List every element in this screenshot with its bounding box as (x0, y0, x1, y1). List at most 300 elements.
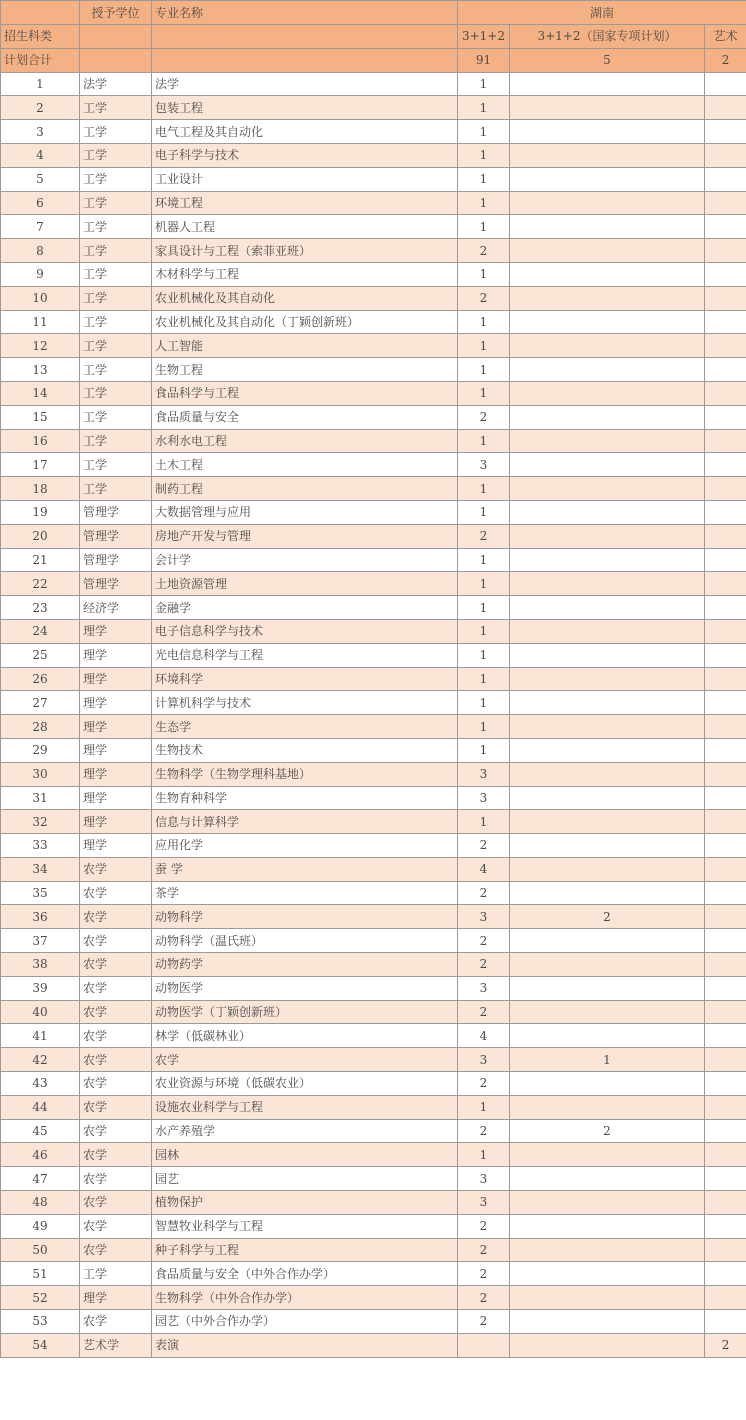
major-name-cell: 人工智能 (152, 334, 458, 358)
major-name-cell: 农业资源与环境（低碳农业） (152, 1072, 458, 1096)
row-index: 27 (1, 691, 80, 715)
quota-art-cell (705, 1095, 746, 1119)
quota-312-cell: 2 (458, 929, 510, 953)
table-row (1, 1310, 746, 1334)
major-name-cell: 计算机科学与技术 (152, 691, 458, 715)
quota-312-cell: 1 (458, 310, 510, 334)
table-row (1, 96, 746, 120)
table-row (1, 167, 746, 191)
major-name-cell: 生物技术 (152, 738, 458, 762)
quota-312-cell: 1 (458, 667, 510, 691)
degree-cell: 理学 (80, 619, 152, 643)
row-index: 16 (1, 429, 80, 453)
header-cell-blank (1, 1, 80, 25)
degree-cell: 法学 (80, 72, 152, 96)
header-col-national-special: 3+1+2（国家专项计划） (510, 25, 705, 49)
quota-national-special-cell (510, 191, 705, 215)
row-index: 32 (1, 810, 80, 834)
quota-art-cell (705, 1000, 746, 1024)
table-row (1, 953, 746, 977)
major-name-cell: 包装工程 (152, 96, 458, 120)
quota-art-cell (705, 810, 746, 834)
quota-art-cell (705, 976, 746, 1000)
quota-312-cell: 1 (458, 96, 510, 120)
major-name-cell: 水利水电工程 (152, 429, 458, 453)
table-row (1, 143, 746, 167)
table-row (1, 405, 746, 429)
major-name-cell: 会计学 (152, 548, 458, 572)
quota-312-cell (458, 1333, 510, 1357)
quota-312-cell: 1 (458, 1143, 510, 1167)
degree-cell: 理学 (80, 715, 152, 739)
quota-312-cell: 1 (458, 358, 510, 382)
table-row (1, 596, 746, 620)
degree-cell: 工学 (80, 310, 152, 334)
table-row (1, 1143, 746, 1167)
quota-national-special-cell (510, 143, 705, 167)
row-index: 4 (1, 143, 80, 167)
major-name-cell: 林学（低碳林业） (152, 1024, 458, 1048)
quota-art-cell (705, 953, 746, 977)
degree-cell: 农学 (80, 881, 152, 905)
major-name-cell: 种子科学与工程 (152, 1238, 458, 1262)
row-index: 37 (1, 929, 80, 953)
quota-art-cell (705, 120, 746, 144)
quota-national-special-cell (510, 120, 705, 144)
row-index: 36 (1, 905, 80, 929)
quota-national-special-cell (510, 810, 705, 834)
major-name-cell: 蚕 学 (152, 857, 458, 881)
quota-national-special-cell (510, 1238, 705, 1262)
row-index: 11 (1, 310, 80, 334)
quota-national-special-cell (510, 1214, 705, 1238)
degree-cell: 工学 (80, 477, 152, 501)
quota-national-special-cell (510, 1262, 705, 1286)
quota-art-cell (705, 643, 746, 667)
quota-312-cell: 1 (458, 619, 510, 643)
table-row (1, 215, 746, 239)
degree-cell: 农学 (80, 1048, 152, 1072)
quota-national-special-cell (510, 286, 705, 310)
table-row (1, 524, 746, 548)
quota-312-cell: 1 (458, 477, 510, 501)
table-row (1, 310, 746, 334)
row-index: 35 (1, 881, 80, 905)
total-national-special: 5 (510, 48, 705, 72)
quota-art-cell (705, 857, 746, 881)
quota-national-special-cell: 2 (510, 905, 705, 929)
degree-cell: 工学 (80, 334, 152, 358)
quota-312-cell: 1 (458, 596, 510, 620)
row-index: 10 (1, 286, 80, 310)
row-index: 34 (1, 857, 80, 881)
quota-national-special-cell (510, 477, 705, 501)
quota-national-special-cell (510, 262, 705, 286)
quota-312-cell: 2 (458, 524, 510, 548)
table-row (1, 334, 746, 358)
degree-cell: 工学 (80, 381, 152, 405)
major-name-cell: 农业机械化及其自动化（丁颖创新班） (152, 310, 458, 334)
table-row (1, 691, 746, 715)
degree-cell: 经济学 (80, 596, 152, 620)
row-index: 19 (1, 500, 80, 524)
quota-national-special-cell (510, 334, 705, 358)
quota-national-special-cell (510, 215, 705, 239)
quota-art-cell (705, 524, 746, 548)
quota-312-cell: 1 (458, 548, 510, 572)
degree-cell: 农学 (80, 1024, 152, 1048)
header-col-312: 3+1+2 (458, 25, 510, 49)
degree-cell: 农学 (80, 929, 152, 953)
quota-art-cell (705, 286, 746, 310)
row-index: 28 (1, 715, 80, 739)
quota-312-cell: 2 (458, 1262, 510, 1286)
quota-national-special-cell (510, 96, 705, 120)
row-index: 18 (1, 477, 80, 501)
quota-national-special-cell (510, 1143, 705, 1167)
quota-national-special-cell (510, 1000, 705, 1024)
header-province: 湖南 (458, 1, 746, 25)
quota-312-cell: 2 (458, 881, 510, 905)
major-name-cell: 动物医学（丁颖创新班） (152, 1000, 458, 1024)
table-row (1, 72, 746, 96)
major-name-cell: 光电信息科学与工程 (152, 643, 458, 667)
quota-art-cell (705, 667, 746, 691)
table-row (1, 810, 746, 834)
major-name-cell: 家具设计与工程（索菲亚班） (152, 239, 458, 263)
quota-312-cell: 1 (458, 72, 510, 96)
degree-cell: 管理学 (80, 572, 152, 596)
quota-national-special-cell (510, 762, 705, 786)
degree-cell: 农学 (80, 1191, 152, 1215)
row-index: 49 (1, 1214, 80, 1238)
quota-national-special-cell (510, 167, 705, 191)
table-row (1, 500, 746, 524)
row-index: 50 (1, 1238, 80, 1262)
table-row (1, 1095, 746, 1119)
major-name-cell: 电子信息科学与技术 (152, 619, 458, 643)
row-index: 41 (1, 1024, 80, 1048)
quota-312-cell: 1 (458, 191, 510, 215)
major-name-cell: 食品质量与安全 (152, 405, 458, 429)
quota-national-special-cell (510, 381, 705, 405)
major-name-cell: 食品质量与安全（中外合作办学） (152, 1262, 458, 1286)
quota-art-cell: 2 (705, 1333, 746, 1357)
major-name-cell: 土木工程 (152, 453, 458, 477)
quota-312-cell: 1 (458, 143, 510, 167)
row-index: 8 (1, 239, 80, 263)
quota-312-cell: 3 (458, 762, 510, 786)
row-index: 5 (1, 167, 80, 191)
degree-cell: 农学 (80, 857, 152, 881)
quota-312-cell: 3 (458, 1191, 510, 1215)
degree-cell: 农学 (80, 1238, 152, 1262)
total-art: 2 (705, 48, 746, 72)
table-row (1, 738, 746, 762)
row-index: 9 (1, 262, 80, 286)
table-row (1, 762, 746, 786)
header-major-name: 专业名称 (152, 1, 458, 25)
major-name-cell: 环境科学 (152, 667, 458, 691)
degree-cell: 农学 (80, 905, 152, 929)
major-name-cell: 应用化学 (152, 834, 458, 858)
table-row (1, 857, 746, 881)
quota-art-cell (705, 905, 746, 929)
quota-art-cell (705, 1024, 746, 1048)
degree-cell: 工学 (80, 286, 152, 310)
degree-cell: 农学 (80, 1000, 152, 1024)
major-name-cell: 动物科学（温氏班） (152, 929, 458, 953)
row-index: 45 (1, 1119, 80, 1143)
major-name-cell: 动物药学 (152, 953, 458, 977)
row-index: 15 (1, 405, 80, 429)
quota-art-cell (705, 1072, 746, 1096)
major-name-cell: 金融学 (152, 596, 458, 620)
quota-national-special-cell (510, 1333, 705, 1357)
quota-312-cell: 1 (458, 334, 510, 358)
major-name-cell: 生态学 (152, 715, 458, 739)
degree-cell: 工学 (80, 215, 152, 239)
quota-312-cell: 3 (458, 786, 510, 810)
quota-art-cell (705, 143, 746, 167)
quota-art-cell (705, 1238, 746, 1262)
quota-art-cell (705, 1191, 746, 1215)
degree-cell: 农学 (80, 1119, 152, 1143)
quota-national-special-cell (510, 1024, 705, 1048)
quota-312-cell: 1 (458, 167, 510, 191)
header-degree: 授予学位 (80, 1, 152, 25)
degree-cell: 理学 (80, 691, 152, 715)
row-index: 2 (1, 96, 80, 120)
table-row (1, 905, 746, 929)
degree-cell: 工学 (80, 358, 152, 382)
major-name-cell: 房地产开发与管理 (152, 524, 458, 548)
quota-312-cell: 1 (458, 738, 510, 762)
header-cell-blank (152, 25, 458, 49)
quota-national-special-cell (510, 667, 705, 691)
quota-art-cell (705, 572, 746, 596)
quota-312-cell: 1 (458, 810, 510, 834)
major-name-cell: 法学 (152, 72, 458, 96)
table-row (1, 1286, 746, 1310)
degree-cell: 工学 (80, 96, 152, 120)
major-name-cell: 土地资源管理 (152, 572, 458, 596)
quota-312-cell: 4 (458, 857, 510, 881)
degree-cell: 理学 (80, 786, 152, 810)
degree-cell: 工学 (80, 405, 152, 429)
degree-cell: 工学 (80, 453, 152, 477)
quota-art-cell (705, 1262, 746, 1286)
major-name-cell: 生物科学（中外合作办学） (152, 1286, 458, 1310)
quota-national-special-cell (510, 786, 705, 810)
table-row (1, 120, 746, 144)
degree-cell: 农学 (80, 976, 152, 1000)
quota-312-cell: 3 (458, 1167, 510, 1191)
table-row (1, 572, 746, 596)
major-name-cell: 制药工程 (152, 477, 458, 501)
quota-art-cell (705, 619, 746, 643)
table-row (1, 1000, 746, 1024)
quota-art-cell (705, 1167, 746, 1191)
degree-cell: 理学 (80, 810, 152, 834)
table-row (1, 381, 746, 405)
quota-312-cell: 1 (458, 572, 510, 596)
degree-cell: 工学 (80, 167, 152, 191)
quota-national-special-cell (510, 429, 705, 453)
quota-national-special-cell (510, 881, 705, 905)
header-row-2 (1, 25, 746, 49)
major-name-cell: 园林 (152, 1143, 458, 1167)
quota-national-special-cell (510, 358, 705, 382)
table-row (1, 667, 746, 691)
major-name-cell: 环境工程 (152, 191, 458, 215)
quota-art-cell (705, 548, 746, 572)
row-index: 13 (1, 358, 80, 382)
quota-art-cell (705, 929, 746, 953)
row-index: 1 (1, 72, 80, 96)
quota-art-cell (705, 96, 746, 120)
degree-cell: 农学 (80, 1214, 152, 1238)
table-row (1, 286, 746, 310)
table-row (1, 477, 746, 501)
row-index: 7 (1, 215, 80, 239)
quota-art-cell (705, 691, 746, 715)
quota-312-cell: 2 (458, 405, 510, 429)
table-row (1, 1167, 746, 1191)
quota-312-cell: 3 (458, 976, 510, 1000)
header-cell-blank (80, 25, 152, 49)
row-index: 43 (1, 1072, 80, 1096)
header-cell-blank (152, 48, 458, 72)
quota-312-cell: 2 (458, 953, 510, 977)
quota-art-cell (705, 215, 746, 239)
quota-national-special-cell (510, 738, 705, 762)
quota-art-cell (705, 405, 746, 429)
table-row (1, 429, 746, 453)
header-row-3 (1, 48, 746, 72)
row-index: 33 (1, 834, 80, 858)
table-row (1, 976, 746, 1000)
row-index: 47 (1, 1167, 80, 1191)
degree-cell: 理学 (80, 1286, 152, 1310)
quota-312-cell: 2 (458, 1000, 510, 1024)
row-index: 14 (1, 381, 80, 405)
degree-cell: 理学 (80, 643, 152, 667)
quota-art-cell (705, 762, 746, 786)
row-index: 29 (1, 738, 80, 762)
quota-312-cell: 2 (458, 1119, 510, 1143)
quota-national-special-cell (510, 834, 705, 858)
table-body (1, 1, 746, 1358)
quota-312-cell: 2 (458, 239, 510, 263)
row-index: 3 (1, 120, 80, 144)
row-index: 53 (1, 1310, 80, 1334)
major-name-cell: 动物医学 (152, 976, 458, 1000)
quota-art-cell (705, 477, 746, 501)
table-row (1, 191, 746, 215)
table-row (1, 1262, 746, 1286)
quota-art-cell (705, 262, 746, 286)
quota-312-cell: 1 (458, 262, 510, 286)
row-index: 48 (1, 1191, 80, 1215)
row-index: 17 (1, 453, 80, 477)
quota-art-cell (705, 1310, 746, 1334)
major-name-cell: 设施农业科学与工程 (152, 1095, 458, 1119)
table-row (1, 239, 746, 263)
quota-art-cell (705, 310, 746, 334)
quota-art-cell (705, 596, 746, 620)
table-row (1, 834, 746, 858)
quota-national-special-cell (510, 1310, 705, 1334)
row-index: 38 (1, 953, 80, 977)
quota-312-cell: 2 (458, 1310, 510, 1334)
quota-national-special-cell (510, 691, 705, 715)
degree-cell: 工学 (80, 1262, 152, 1286)
major-name-cell: 生物育种科学 (152, 786, 458, 810)
major-name-cell: 工业设计 (152, 167, 458, 191)
degree-cell: 农学 (80, 953, 152, 977)
table-row (1, 1119, 746, 1143)
quota-art-cell (705, 358, 746, 382)
quota-art-cell (705, 191, 746, 215)
table-row (1, 1191, 746, 1215)
degree-cell: 理学 (80, 762, 152, 786)
degree-cell: 管理学 (80, 548, 152, 572)
quota-national-special-cell (510, 405, 705, 429)
quota-312-cell: 2 (458, 1214, 510, 1238)
quota-national-special-cell (510, 453, 705, 477)
quota-national-special-cell (510, 239, 705, 263)
major-name-cell: 园艺 (152, 1167, 458, 1191)
row-index: 46 (1, 1143, 80, 1167)
row-index: 42 (1, 1048, 80, 1072)
row-index: 54 (1, 1333, 80, 1357)
table-row (1, 929, 746, 953)
quota-312-cell: 3 (458, 905, 510, 929)
row-index: 40 (1, 1000, 80, 1024)
table-row (1, 715, 746, 739)
degree-cell: 工学 (80, 262, 152, 286)
quota-art-cell (705, 500, 746, 524)
degree-cell: 农学 (80, 1310, 152, 1334)
degree-cell: 农学 (80, 1072, 152, 1096)
major-name-cell: 信息与计算科学 (152, 810, 458, 834)
row-index: 26 (1, 667, 80, 691)
table-row (1, 548, 746, 572)
total-label: 计划合计 (1, 48, 80, 72)
degree-cell: 工学 (80, 429, 152, 453)
degree-cell: 农学 (80, 1143, 152, 1167)
degree-cell: 农学 (80, 1095, 152, 1119)
row-index: 25 (1, 643, 80, 667)
total-312: 91 (458, 48, 510, 72)
quota-national-special-cell (510, 953, 705, 977)
table-row (1, 881, 746, 905)
quota-national-special-cell: 1 (510, 1048, 705, 1072)
quota-art-cell (705, 715, 746, 739)
quota-312-cell: 2 (458, 286, 510, 310)
row-index: 20 (1, 524, 80, 548)
quota-art-cell (705, 881, 746, 905)
quota-art-cell (705, 834, 746, 858)
major-name-cell: 电子科学与技术 (152, 143, 458, 167)
major-name-cell: 机器人工程 (152, 215, 458, 239)
major-name-cell: 食品科学与工程 (152, 381, 458, 405)
quota-national-special-cell (510, 1095, 705, 1119)
row-index: 21 (1, 548, 80, 572)
row-index: 30 (1, 762, 80, 786)
degree-cell: 管理学 (80, 524, 152, 548)
